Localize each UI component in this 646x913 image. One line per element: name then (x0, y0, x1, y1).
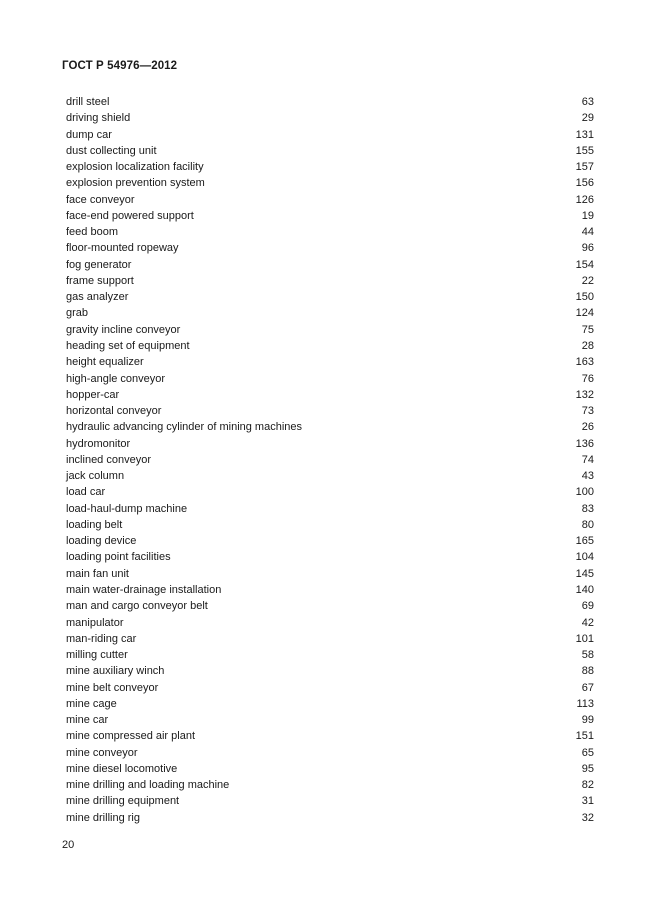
index-page-ref: 74 (581, 453, 594, 466)
index-page-ref: 157 (575, 161, 594, 174)
index-entry (66, 143, 594, 159)
index-entry (66, 810, 594, 826)
index-term: gas analyzer (66, 291, 129, 304)
index-entry (66, 484, 594, 500)
index-page-ref: 165 (575, 535, 594, 548)
index-page-ref: 58 (581, 649, 594, 662)
index-term: dump car (66, 128, 112, 141)
index-page-ref: 151 (575, 730, 594, 743)
index-entry (66, 175, 594, 191)
index-term: mine cage (66, 697, 117, 710)
index-entry (66, 468, 594, 484)
index-term: hydromonitor (66, 437, 131, 450)
index-entry (66, 192, 594, 208)
index-entry (66, 127, 594, 143)
index-entry (66, 615, 594, 631)
index-term: hopper-car (66, 388, 120, 401)
index-term: man-riding car (66, 632, 137, 645)
index-term: mine drilling equipment (66, 795, 180, 808)
index-entry (66, 257, 594, 273)
index-page-ref: 154 (575, 258, 594, 271)
index-entry (66, 354, 594, 370)
index-term: face-end powered support (66, 209, 194, 222)
index-page-ref: 131 (575, 128, 594, 141)
index-entry (66, 598, 594, 614)
index-page-ref: 163 (575, 356, 594, 369)
index-page-ref: 88 (581, 665, 594, 678)
index-entry (66, 338, 594, 354)
index-term: mine car (66, 714, 109, 727)
page-number: 20 (62, 839, 75, 851)
index-entry (66, 371, 594, 387)
index-entry (66, 403, 594, 419)
index-list (66, 94, 594, 826)
index-entry (66, 680, 594, 696)
index-term: mine diesel locomotive (66, 762, 178, 775)
index-term: face conveyor (66, 193, 135, 206)
index-entry (66, 387, 594, 403)
index-entry (66, 159, 594, 175)
index-term: man and cargo conveyor belt (66, 600, 208, 613)
index-page-ref: 96 (581, 242, 594, 255)
index-term: milling cutter (66, 649, 128, 662)
index-entry (66, 549, 594, 565)
index-entry (66, 793, 594, 809)
index-page-ref: 100 (575, 486, 594, 499)
index-term: load car (66, 486, 106, 499)
index-term: high-angle conveyor (66, 372, 166, 385)
index-term: gravity incline conveyor (66, 323, 181, 336)
index-entry (66, 208, 594, 224)
index-entry (66, 712, 594, 728)
index-page-ref: 76 (581, 372, 594, 385)
index-page-ref: 42 (581, 616, 594, 629)
index-term: hydraulic advancing cylinder of mining machines (66, 421, 303, 434)
index-entry (66, 566, 594, 582)
index-page-ref: 124 (575, 307, 594, 320)
document-header (62, 60, 177, 72)
index-page-ref: 95 (581, 762, 594, 775)
index-page-ref: 150 (575, 291, 594, 304)
index-page-ref: 80 (581, 518, 594, 531)
index-page-ref: 63 (581, 96, 594, 108)
index-entry (66, 305, 594, 321)
index-term: heading set of equipment (66, 339, 190, 352)
index-term: explosion prevention system (66, 177, 205, 190)
index-term: dust collecting unit (66, 144, 157, 157)
index-term: manipulator (66, 616, 124, 629)
index-term: floor-mounted ropeway (66, 242, 179, 255)
index-page-ref: 104 (575, 551, 594, 564)
index-page-ref: 140 (575, 583, 594, 596)
index-entry (66, 761, 594, 777)
index-entry (66, 696, 594, 712)
index-entry (66, 452, 594, 468)
index-term: mine auxiliary winch (66, 665, 165, 678)
index-entry (66, 110, 594, 126)
index-page-ref: 73 (581, 405, 594, 418)
index-page-ref: 126 (575, 193, 594, 206)
index-term: height equalizer (66, 356, 144, 369)
index-page-ref: 132 (575, 388, 594, 401)
index-entry (66, 322, 594, 338)
index-page-ref: 43 (581, 470, 594, 483)
index-entry (66, 240, 594, 256)
index-entry (66, 419, 594, 435)
index-entry (66, 273, 594, 289)
index-entry (66, 94, 594, 110)
index-entry (66, 647, 594, 663)
index-page-ref: 22 (581, 274, 594, 287)
index-entry (66, 777, 594, 793)
index-page-ref: 75 (581, 323, 594, 336)
index-page-ref: 145 (575, 567, 594, 580)
index-page-ref: 83 (581, 502, 594, 515)
index-term: frame support (66, 274, 134, 287)
index-entry (66, 289, 594, 305)
index-entry (66, 224, 594, 240)
index-entry (66, 728, 594, 744)
index-term: mine drilling and loading machine (66, 779, 230, 792)
index-page-ref: 69 (581, 600, 594, 613)
index-page-ref: 26 (581, 421, 594, 434)
index-entry (66, 582, 594, 598)
index-page-ref: 28 (581, 339, 594, 352)
index-entry (66, 436, 594, 452)
index-page-ref: 82 (581, 779, 594, 792)
index-page-ref: 136 (575, 437, 594, 450)
index-term: explosion localization facility (66, 161, 204, 174)
index-term: mine conveyor (66, 746, 138, 759)
standard-id: ГОСТ Р 54976—2012 (62, 60, 178, 72)
index-term: load-haul-dump machine (66, 502, 188, 515)
index-page-ref: 32 (581, 811, 594, 824)
index-page-ref: 156 (575, 177, 594, 190)
index-term: mine drilling rig (66, 811, 140, 824)
index-term: feed boom (66, 226, 118, 239)
index-term: fog generator (66, 258, 132, 271)
index-page-ref: 19 (581, 209, 594, 222)
index-term: mine belt conveyor (66, 681, 159, 694)
index-term: loading device (66, 535, 137, 548)
index-entry (66, 517, 594, 533)
index-term: drill steel (66, 96, 110, 108)
index-entry (66, 533, 594, 549)
index-page-ref: 31 (581, 795, 594, 808)
index-page-ref: 29 (581, 112, 594, 125)
index-entry (66, 631, 594, 647)
index-term: grab (66, 307, 89, 320)
index-term: loading belt (66, 518, 123, 531)
index-entry (66, 663, 594, 679)
index-term: mine compressed air plant (66, 730, 196, 743)
index-term: jack column (66, 470, 125, 483)
index-term: loading point facilities (66, 551, 171, 564)
index-page-ref: 113 (576, 697, 594, 710)
index-page-ref: 44 (581, 226, 594, 239)
index-page-ref: 155 (575, 144, 594, 157)
index-term: horizontal conveyor (66, 405, 162, 418)
index-page-ref: 65 (581, 746, 594, 759)
index-term: main fan unit (66, 567, 129, 580)
index-term: driving shield (66, 112, 131, 125)
index-page-ref: 99 (581, 714, 594, 727)
index-page-ref: 101 (575, 632, 594, 645)
index-term: inclined conveyor (66, 453, 151, 466)
index-entry (66, 745, 594, 761)
index-term: main water-drainage installation (66, 583, 222, 596)
index-entry (66, 501, 594, 517)
index-page-ref: 67 (581, 681, 594, 694)
